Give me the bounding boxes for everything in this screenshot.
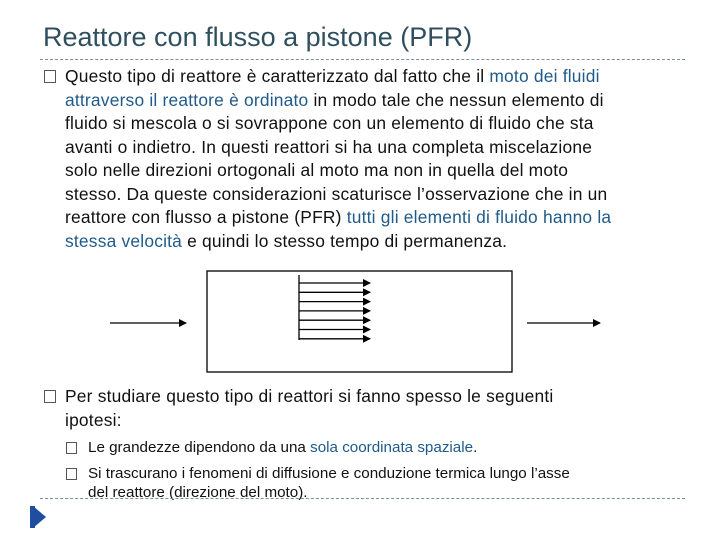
- highlighted-text: tutti gli elementi di fluido hanno la: [346, 207, 612, 227]
- highlighted-text: moto dei fluidi: [489, 66, 600, 86]
- text-segment: fluido si mescola o si sovrappone con un elemento di fluido che sta: [65, 113, 594, 133]
- text-segment: Si trascurano i fenomeni di diffusione e conduzione termica lungo l’asse: [88, 465, 570, 482]
- text-segment: del reattore (direzione del moto).: [88, 484, 308, 501]
- highlighted-text: stessa velocità: [65, 230, 183, 251]
- highlighted-text: attraverso il reattore è ordinato: [65, 89, 309, 110]
- sub-bullet-box-icon: [66, 442, 77, 454]
- text-segment: Per studiare questo tipo di reattori si fanno spesso le seguenti: [65, 386, 554, 406]
- text-segment: ipotesi:: [65, 409, 122, 430]
- text-segment: Le grandezze dipendono da una: [88, 439, 311, 456]
- text-segment: solo nelle direzioni ortogonali al moto ma non in quella del moto: [65, 160, 569, 180]
- reactor-body: [207, 271, 512, 372]
- slide-title: Reattore con flusso a pistone (PFR): [43, 22, 473, 52]
- hypothesis-item-2: [88, 464, 570, 502]
- hypothesis-item-1: [88, 438, 477, 457]
- text-segment: reattore con flusso a pistone (PFR): [65, 207, 347, 227]
- corner-accent-triangle-icon: [33, 506, 46, 528]
- text-segment: .: [473, 439, 478, 456]
- text-segment: in modo tale che nessun elemento di: [308, 89, 604, 110]
- text-segment: avanti o indietro. In questi reattori si ha una completa miscelazione: [65, 136, 593, 157]
- paragraph-hypotheses: [65, 385, 553, 432]
- text-line: [65, 385, 553, 409]
- text-segment: Questo tipo di reattore è caratterizzato dal fatto che il: [65, 66, 490, 86]
- text-segment: stesso. Da queste considerazioni scaturisce l’osservazione che in un: [65, 183, 608, 204]
- text-line: [88, 438, 477, 457]
- sub-bullet-box-icon: [66, 468, 77, 480]
- footer-divider: [40, 498, 685, 499]
- flow-arrows-group: [299, 275, 370, 340]
- text-line: [88, 464, 570, 483]
- bullet-box-icon: [44, 390, 56, 403]
- text-line: [65, 409, 553, 433]
- text-segment: e quindi lo stesso tempo di permanenza.: [182, 230, 508, 251]
- highlighted-text: sola coordinata spaziale: [310, 439, 474, 456]
- text-line: [88, 483, 570, 502]
